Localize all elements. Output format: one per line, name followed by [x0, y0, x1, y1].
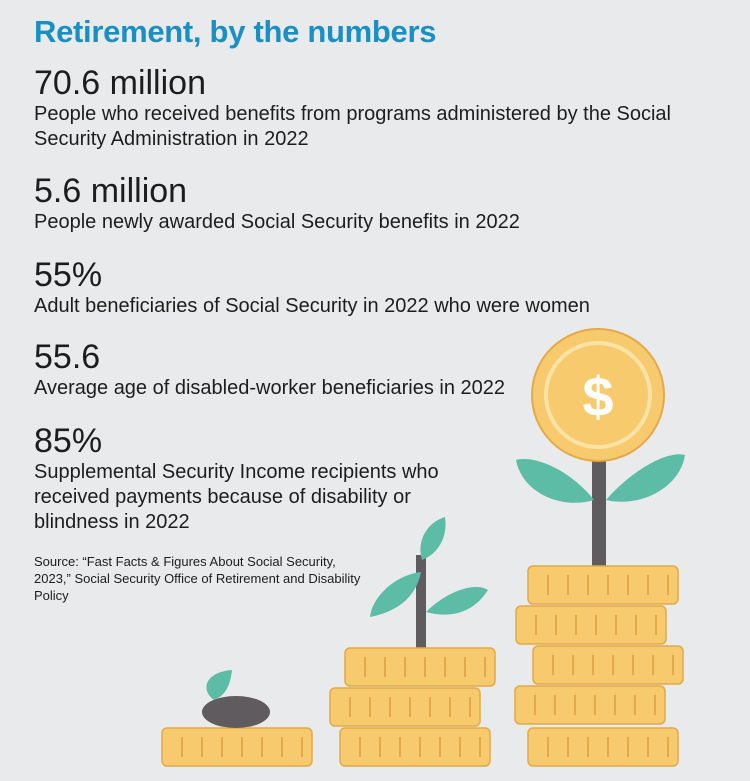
stat-value: 5.6 million [34, 172, 188, 210]
sprout-plant-icon [330, 517, 495, 766]
stat-value: 55.6 [34, 338, 101, 376]
stat-description: Adult beneficiaries of Social Security in 2022 who were women [34, 295, 590, 317]
stat-description: People newly awarded Social Security benefits in 2022 [34, 211, 520, 233]
stat-description: Average age of disabled-worker beneficiaries in 2022 [34, 377, 506, 399]
stat-description: People who received benefits from programs administered by the Social Security Administration in 2022 [34, 103, 671, 150]
money-plant-icon [515, 329, 685, 766]
stat-description: Supplemental Security Income recipients who received payments because of disability or blindness in 2022 [34, 461, 439, 533]
stat-value: 70.6 million [34, 64, 206, 102]
dollar-sign-icon: $ [582, 365, 614, 428]
stat-value: 55% [34, 256, 103, 294]
source-note: Source: “Fast Facts & Figures About Social Security, 2023,” Social Security Office of Retirement and Disability Policy [34, 554, 361, 603]
seed-sprout-icon [162, 670, 312, 766]
page-title: Retirement, by the numbers [34, 14, 437, 49]
stat-value: 85% [34, 422, 103, 460]
